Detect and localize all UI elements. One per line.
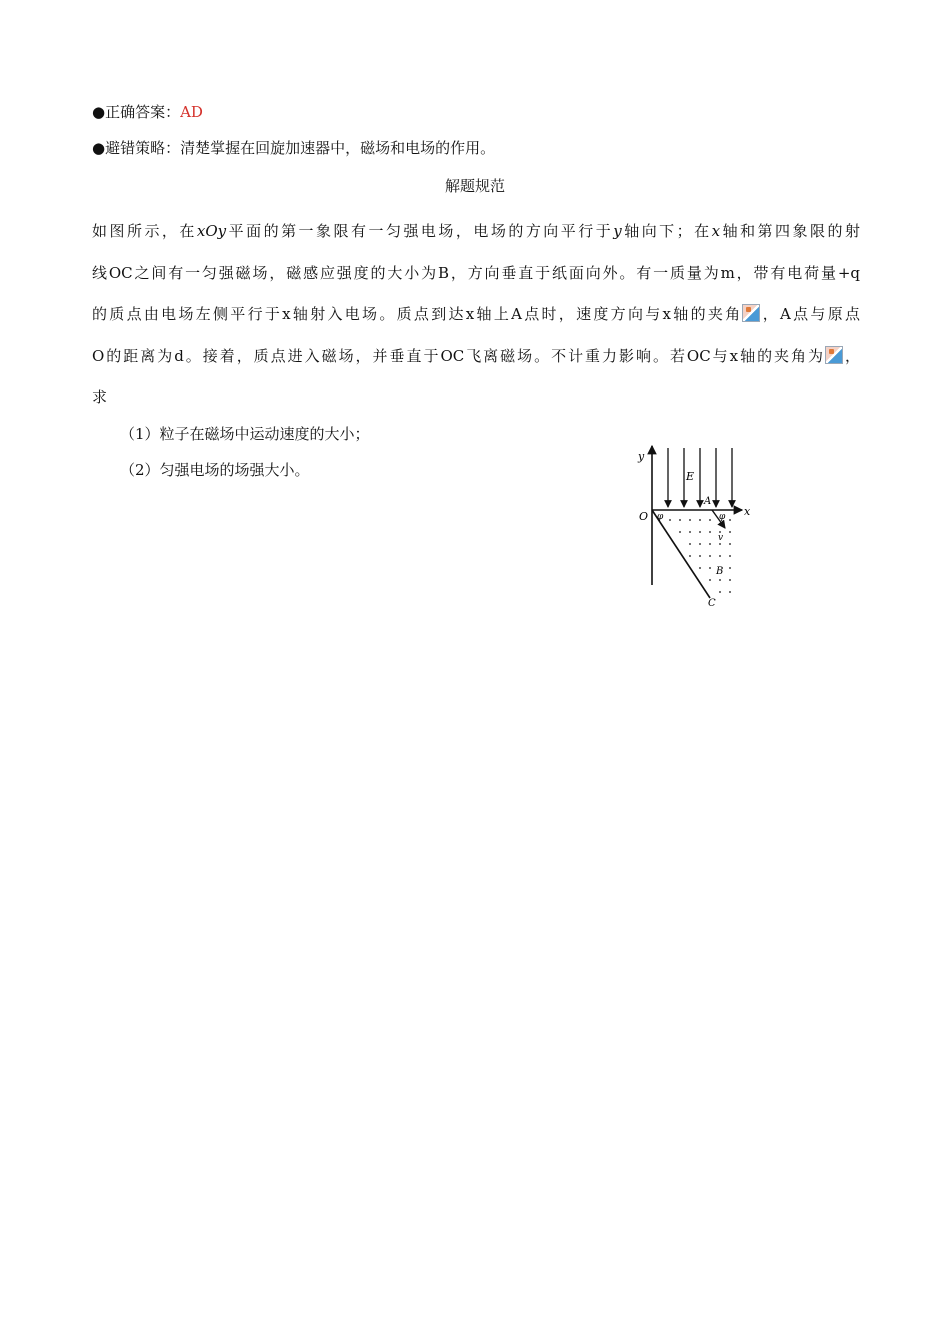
field-dot — [669, 519, 671, 521]
electric-field-arrows — [668, 448, 732, 507]
b-label: B — [716, 566, 724, 577]
field-diagram — [630, 440, 760, 610]
problem-line-3: 的质点由电场左侧平行于x轴射入电场。质点到达x轴上A点时，速度方向与x轴的夹角 ，A点与原点 — [92, 305, 860, 324]
c-label: C — [708, 598, 716, 609]
field-dot — [709, 567, 711, 569]
field-dot — [679, 519, 681, 521]
field-dot — [699, 543, 701, 545]
a-label: A — [704, 496, 712, 507]
field-dot — [709, 531, 711, 533]
answer-line — [92, 102, 203, 122]
missing-image-icon — [825, 346, 843, 364]
field-dot — [729, 591, 731, 593]
field-dot — [729, 555, 731, 557]
strategy-label: ●避错策略： — [92, 139, 181, 157]
field-dot — [689, 543, 691, 545]
field-dot — [709, 519, 711, 521]
problem-line-4: O的距离为d。接着，质点进入磁场，并垂直于OC飞离磁场。不计重力影响。若OC与x轴的夹角为 ， — [92, 346, 860, 365]
problem-line-5: 求 — [92, 388, 108, 407]
field-dot — [729, 543, 731, 545]
strategy-text: 清楚掌握在回旋加速器中，磁场和电场的作用。 — [180, 139, 496, 157]
phi-label-2: φ — [719, 512, 726, 522]
field-dot — [729, 531, 731, 533]
answer-label: ●正确答案： — [92, 103, 181, 121]
missing-image-icon — [742, 304, 760, 322]
field-dot — [709, 543, 711, 545]
answer-value: AD — [180, 103, 203, 121]
field-dot — [689, 555, 691, 557]
field-dot — [719, 579, 721, 581]
problem-line-1: 如图所示，在xOy平面的第一象限有一匀强电场，电场的方向平行于y轴向下；在x轴和第四象限的射 — [92, 222, 860, 240]
x-label: x — [744, 505, 751, 518]
strategy-line — [92, 138, 495, 158]
field-dot — [729, 519, 731, 521]
y-label: y — [638, 450, 645, 463]
question-1: （1）粒子在磁场中运动速度的大小； — [120, 425, 370, 443]
field-dot — [729, 579, 731, 581]
field-dot — [699, 567, 701, 569]
field-dot — [709, 555, 711, 557]
field-dot — [719, 555, 721, 557]
field-dot — [689, 531, 691, 533]
field-dot — [689, 519, 691, 521]
e-label: E — [686, 470, 695, 483]
field-dot — [719, 543, 721, 545]
field-dot — [729, 567, 731, 569]
phi-label-1: φ — [657, 512, 664, 522]
section-title: 解题规范 — [444, 177, 505, 195]
problem-line-2: 线OC之间有一匀强磁场，磁感应强度的大小为B，方向垂直于纸面向外。有一质量为m，带有电荷量+q — [92, 263, 860, 282]
ray-oc — [652, 510, 710, 598]
field-dot — [699, 531, 701, 533]
v-label: v — [718, 533, 724, 543]
field-dot — [679, 531, 681, 533]
origin-label: O — [639, 510, 649, 523]
field-dot — [699, 555, 701, 557]
field-dot — [709, 579, 711, 581]
field-dot — [719, 591, 721, 593]
question-2: （2）匀强电场的场强大小。 — [120, 461, 310, 479]
field-dot — [699, 519, 701, 521]
problem-paragraph — [92, 221, 860, 407]
